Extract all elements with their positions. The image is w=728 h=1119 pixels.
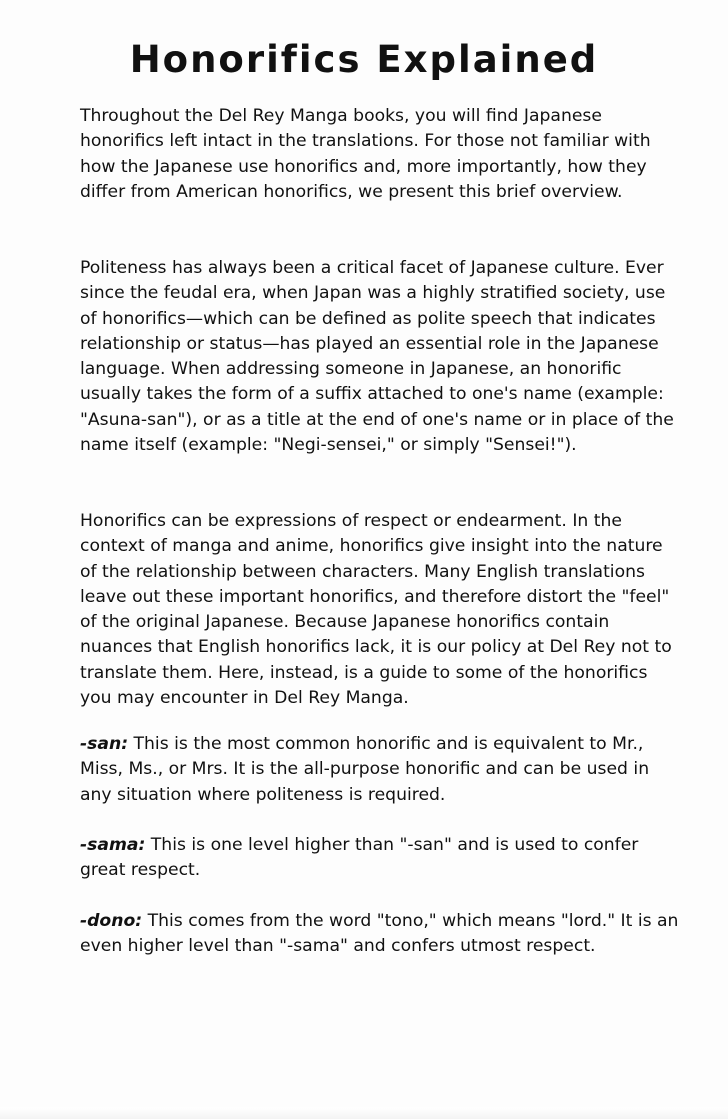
- honorific-term: -sama:: [80, 835, 146, 855]
- honorific-term: -dono:: [80, 911, 143, 931]
- honorific-entry-sama: [80, 833, 680, 884]
- honorific-definition: This is the most common honorific and is equivalent to Mr., Miss, Ms., or Mrs. It is the all-purpose honorific and can be used in any situation where politeness is required.: [80, 734, 650, 805]
- honorific-definition: This comes from the word "tono," which means "lord." It is an even higher level than "-sama" and confers utmost respect.: [80, 911, 679, 957]
- politeness-paragraph: Politeness has always been a critical facet of Japanese culture. Ever since the feudal era, when Japan was a highly stratified society, use of honorifics—which can be defined as polite speech that indicates relationship or status—has played an essential role in the Japanese language. When addressing someone in Japanese, an honorific usually takes the form of a suffix attached to one's name (example: "Asuna-san"), or as a title at the end of one's name or in place of the name itself (example: "Negi-sensei," or simply "Sensei!").: [80, 258, 674, 456]
- honorific-entry-dono: [80, 909, 680, 960]
- honorific-entry-san: [80, 732, 680, 808]
- page-bottom-edge: [0, 1107, 728, 1119]
- honorific-definition: This is one level higher than "-san" and is used to confer great respect.: [80, 835, 639, 881]
- honorific-term: -san:: [80, 734, 129, 754]
- intro-paragraph: Throughout the Del Rey Manga books, you will find Japanese honorifics left intact in the translations. For those not familiar with how the Japanese use honorifics and, more importantly, how they differ from American honorifics, we present this brief overview.: [80, 106, 651, 202]
- page-title: Honorifics Explained: [129, 38, 599, 81]
- respect-paragraph: Honorifics can be expressions of respect or endearment. In the context of manga and anime, honorifics give insight into the nature of the relationship between characters. Many English translations leave out these important honorifics, and therefore distort the "feel" of the original Japanese. Because Japanese honorifics contain nuances that English honorifics lack, it is our policy at Del Rey not to translate them. Here, instead, is a guide to some of the honorifics you may encounter in Del Rey Manga.: [80, 511, 672, 709]
